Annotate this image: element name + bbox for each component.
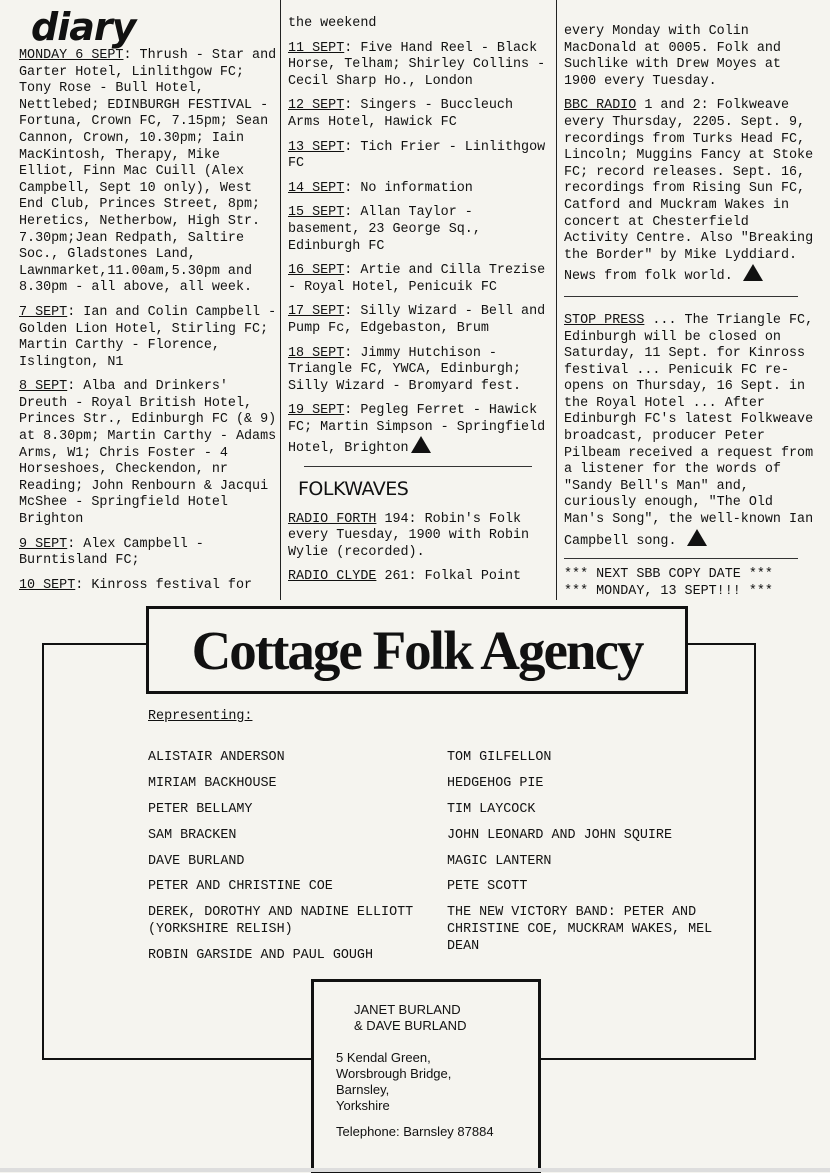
address-line: Worsbrough Bridge, xyxy=(336,1066,452,1081)
entry-text: : Jimmy Hutchison - Triangle FC, YWCA, Edinburgh; Silly Wizard - Bromyard fest. xyxy=(288,345,522,394)
page-edge xyxy=(0,1168,830,1172)
section-divider xyxy=(564,296,798,297)
diary-entry xyxy=(288,569,552,586)
representing-label: Representing: xyxy=(148,709,253,724)
entry-date: RADIO CLYDE xyxy=(288,569,377,585)
contact-names xyxy=(354,1002,466,1034)
entry-date: 9 SEPT xyxy=(19,536,68,552)
diary-entries xyxy=(288,16,552,458)
artist-name: THE NEW VICTORY BAND: PETER AND CHRISTINE COE, MUCKRAM WAKES, MEL DEAN xyxy=(447,905,713,954)
artist-name: MAGIC LANTERN xyxy=(447,853,552,869)
diary-column-1 xyxy=(19,0,281,602)
stop-press-entry xyxy=(564,313,816,550)
artist-name: PETE SCOTT xyxy=(447,879,528,895)
entry-date: RADIO FORTH xyxy=(288,511,377,527)
diary-entry xyxy=(288,181,552,198)
artist-name: PETER BELLAMY xyxy=(148,801,253,817)
next-copy-line: *** MONDAY, 13 SEPT!!! *** xyxy=(564,583,773,599)
address-line: Barnsley, xyxy=(336,1082,390,1097)
artist-name: HEDGEHOG PIE xyxy=(447,775,544,791)
entry-date: 15 SEPT xyxy=(288,205,345,221)
address-line: 5 Kendal Green, xyxy=(336,1050,431,1065)
entry-text: 1 and 2: Folkweave every Thursday, 2205. Sept. 9, recordings from Turks Head FC, Lincoln; Muggins Fancy at Stoke FC; record releases. Sept. 16, recordings from Rising Sun FC, Catford and Muckram Wakes in concert at Chesterfield Activity Centre. Also "Breaking the Border" by Mike Lyddiard. News from folk world. xyxy=(564,98,814,285)
entry-date: 19 SEPT xyxy=(288,403,345,419)
diary-entry xyxy=(288,304,552,337)
agency-title-box xyxy=(146,606,688,694)
triangle-icon xyxy=(743,264,763,281)
entry-text: the weekend xyxy=(288,16,377,31)
contact-name: & DAVE BURLAND xyxy=(354,1018,467,1033)
entry-date: 12 SEPT xyxy=(288,98,345,114)
diary-entry xyxy=(288,205,552,255)
entry-date: BBC RADIO xyxy=(564,98,637,114)
artist-name: TOM GILFELLON xyxy=(447,750,552,765)
postal-address xyxy=(336,1050,451,1114)
entry-date: 17 SEPT xyxy=(288,304,345,320)
entry-date: 11 SEPT xyxy=(288,40,345,56)
entry-text: : Alba and Drinkers' Dreuth - Royal British Hotel, Princes Str., Edinburgh FC (& 9) at 8.30pm; Martin Carthy - Adams Arms, W1; Chris Foster - 4 Horseshoes, Checkendon, nr Reading; John Renbourn & Jacqui McShee - Springfield Hotel Brighton xyxy=(19,379,277,528)
section-divider xyxy=(304,466,532,467)
artist-name: ROBIN GARSIDE AND PAUL GOUGH xyxy=(148,947,373,963)
artist-list-right xyxy=(447,750,737,964)
entry-date: 10 SEPT xyxy=(19,577,76,593)
telephone: Telephone: Barnsley 87884 xyxy=(336,1124,494,1139)
address-line: Yorkshire xyxy=(336,1098,390,1113)
entry-text: : Silly Wizard - Bell and Pump Fc, Edgebaston, Brum xyxy=(288,304,546,336)
triangle-icon xyxy=(687,529,707,546)
diary-entry xyxy=(288,512,552,562)
triangle-icon xyxy=(411,436,431,453)
entry-date: 13 SEPT xyxy=(288,139,345,155)
artist-name: DEREK, DOROTHY AND NADINE ELLIOTT (YORKSHIRE RELISH) xyxy=(148,905,414,937)
contact-box xyxy=(311,979,541,1173)
diary-entry xyxy=(19,537,281,570)
entry-text: : Kinross festival for xyxy=(75,577,253,593)
entry-text: : Tich Frier - Linlithgow FC xyxy=(288,139,546,172)
entry-date: STOP PRESS xyxy=(564,312,645,328)
diary-entry xyxy=(288,140,552,173)
section-divider xyxy=(564,558,798,559)
entry-text: ... The Triangle FC, Edinburgh will be closed on Saturday, 11 Sept. for Kinross festival ... Penicuik FC re-opens on Thursday, 16 Sept. in the Royal Hotel ... After Edinburgh FC's latest Folkweave broadcast, producer Peter Pilbeam received a request from a listener for the words of "Sandy Bell's Man" and, curiously enough, "The Old Man's Song", the well-known Ian Campbell song. xyxy=(564,312,814,549)
diary-entry xyxy=(288,263,552,296)
artist-name: MIRIAM BACKHOUSE xyxy=(148,775,277,791)
column-continuation: every Monday with Colin MacDonald at 0005. Folk and Suchlike with Drew Moyes at 1900 every Tuesday. xyxy=(564,24,781,89)
diary-entry xyxy=(19,379,281,528)
entry-date: 16 SEPT xyxy=(288,263,345,279)
bbc-radio-entry xyxy=(564,98,816,286)
artist-name: DAVE BURLAND xyxy=(148,853,245,869)
diary-entry xyxy=(288,346,552,396)
artist-name: JOHN LEONARD AND JOHN SQUIRE xyxy=(447,827,672,843)
contact-name: JANET BURLAND xyxy=(354,1002,461,1017)
entry-text: : Alex Campbell - Burntisland FC; xyxy=(19,536,204,569)
diary-entry xyxy=(288,41,552,91)
diary-entry xyxy=(288,16,552,33)
column-divider xyxy=(556,0,557,600)
entry-text: : Pegleg Ferret - Hawick FC; Martin Simpson - Springfield Hotel, Brighton xyxy=(288,403,546,457)
entry-text: : Singers - Buccleuch Arms Hotel, Hawick FC xyxy=(288,98,513,130)
entry-text: : No information xyxy=(344,180,473,196)
entry-date: 7 SEPT xyxy=(19,304,68,320)
entry-text: : Artie and Cilla Trezise - Royal Hotel, Penicuik FC xyxy=(288,263,546,295)
artist-name: PETER AND CHRISTINE COE xyxy=(148,879,333,895)
diary-entry xyxy=(19,578,281,595)
entry-text: : Ian and Colin Campbell - Golden Lion Hotel, Stirling FC; Martin Carthy - Florence, Islington, N1 xyxy=(19,304,277,370)
entry-date: 8 SEPT xyxy=(19,379,68,395)
diary-entry xyxy=(19,305,281,371)
artist-name: ALISTAIR ANDERSON xyxy=(148,750,285,765)
entry-date: 18 SEPT xyxy=(288,345,345,361)
entry-text: : Thrush - Star and Garter Hotel, Linlithgow FC; Tony Rose - Bull Hotel, Nettlebed; EDINBURGH FESTIVAL - Fortuna, Crown FC, 7.15pm; Sean Cannon, Crown, 10.30pm; Iain MacKintosh, Therapy, Mike Elliot, Finn Mac Cuill (Alex Campbell, Sept 10 only), West End Club, Princes Street, 8pm; Heretics, Netherbow, High Str. 7.30pm;Jean Redpath, Saltire Soc., Gladstones Land, Lawnmarket,11.00am,5.30pm and 8.30pm - all above, all week. xyxy=(19,48,277,296)
diary-entries xyxy=(19,48,281,594)
diary-logo: diary xyxy=(31,5,136,49)
artist-name: SAM BRACKEN xyxy=(148,827,237,843)
entry-text: 261: Folkal Point xyxy=(376,569,522,585)
agency-title: Cottage Folk Agency xyxy=(191,619,643,681)
diary-column-3 xyxy=(564,24,816,600)
entry-text: : Five Hand Reel - Black Horse, Telham; Shirley Collins - Cecil Sharp Ho., London xyxy=(288,40,546,89)
entry-date: 14 SEPT xyxy=(288,180,345,196)
diary-entry xyxy=(288,403,552,458)
entry-date: MONDAY 6 SEPT xyxy=(19,48,124,63)
artist-list-left xyxy=(148,750,428,974)
artist-name: TIM LAYCOCK xyxy=(447,801,536,817)
diary-entry xyxy=(19,48,281,297)
folkwaves-heading: FOLKWAVES xyxy=(298,478,409,501)
next-copy-line: *** NEXT SBB COPY DATE *** xyxy=(564,567,773,583)
diary-column-2 xyxy=(288,16,552,594)
entry-text: : Allan Taylor - basement, 23 George Sq., Edinburgh FC xyxy=(288,205,481,254)
folkwaves-entries xyxy=(288,512,552,586)
diary-entry xyxy=(288,98,552,131)
entry-text: 194: Robin's Folk every Tuesday, 1900 with Robin Wylie (recorded). xyxy=(288,511,530,560)
